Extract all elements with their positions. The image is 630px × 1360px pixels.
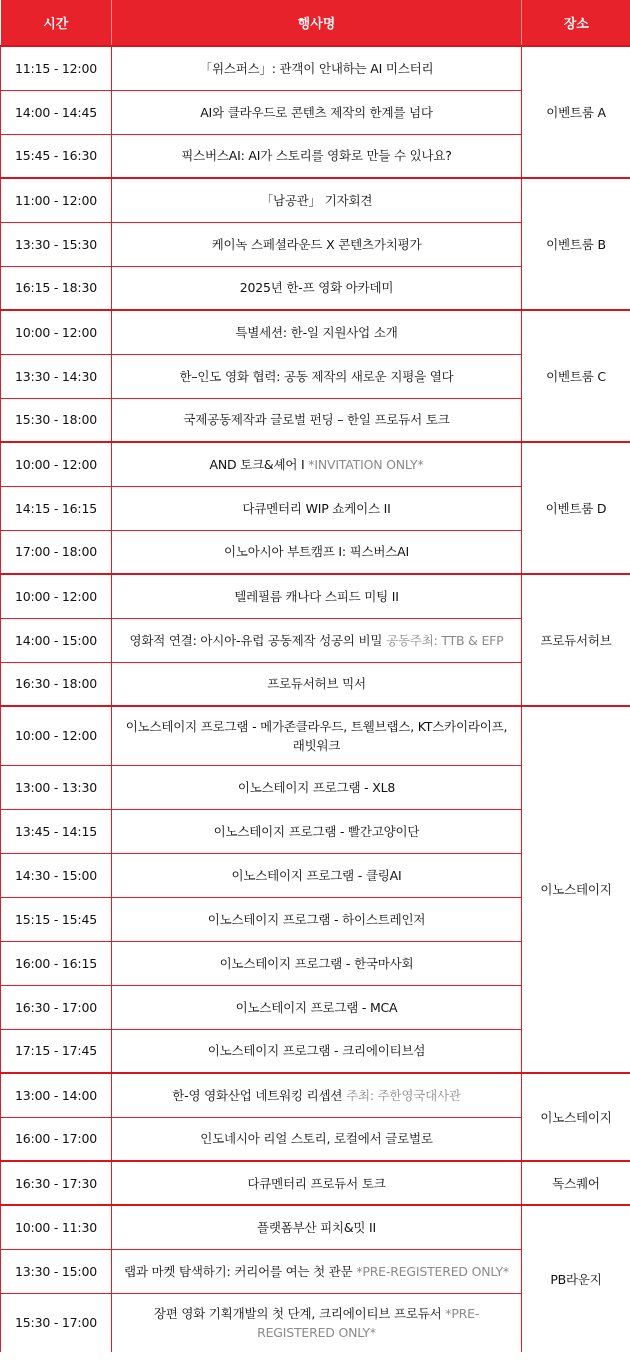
event-cell bbox=[112, 90, 522, 134]
event-title: 텔레필름 캐나다 스피드 미팅 II bbox=[234, 588, 399, 604]
event-title: 다큐멘터리 프로듀서 토크 bbox=[247, 1175, 386, 1191]
time-cell: 13:45 - 14:15 bbox=[1, 809, 112, 853]
time-cell: 10:00 - 12:00 bbox=[1, 442, 112, 486]
event-title: 랩과 마켓 탐색하기: 커리어를 여는 첫 관문 bbox=[124, 1263, 353, 1279]
event-title: 국제공동제작과 글로벌 펀딩 – 한일 프로듀서 토크 bbox=[183, 412, 450, 428]
event-title: AND 토크&셰어 I bbox=[209, 456, 305, 472]
event-cell bbox=[112, 1029, 522, 1073]
event-note: *PRE-REGISTERED ONLY* bbox=[257, 1305, 480, 1340]
event-cell bbox=[112, 134, 522, 178]
event-cell bbox=[112, 46, 522, 90]
event-cell bbox=[112, 178, 522, 222]
event-cell bbox=[112, 530, 522, 574]
time-cell: 11:00 - 12:00 bbox=[1, 178, 112, 222]
event-title: 이노스테이지 프로그램 - 크리에이티브섬 bbox=[207, 1043, 426, 1059]
event-title: 2025년 한-프 영화 아카데미 bbox=[239, 280, 394, 296]
table-row bbox=[1, 1205, 630, 1249]
time-cell: 13:30 - 15:00 bbox=[1, 1249, 112, 1293]
header-time: 시간 bbox=[1, 0, 112, 46]
event-cell bbox=[112, 442, 522, 486]
event-cell bbox=[112, 1117, 522, 1161]
header-venue: 장소 bbox=[522, 0, 630, 46]
event-cell bbox=[112, 1249, 522, 1293]
event-note: 공동주최: TTB & EFP bbox=[386, 632, 504, 648]
event-cell bbox=[112, 1293, 522, 1352]
event-cell bbox=[112, 985, 522, 1029]
event-title: 플랫폼부산 피치&밋 II bbox=[256, 1219, 377, 1235]
venue-cell: 이노스테이지 bbox=[522, 1073, 630, 1161]
event-cell bbox=[112, 809, 522, 853]
event-cell bbox=[112, 897, 522, 941]
event-title: 장편 영화 기획개발의 첫 단계, 크리에이티브 프로듀서 bbox=[153, 1305, 442, 1321]
time-cell: 16:30 - 17:30 bbox=[1, 1161, 112, 1205]
time-cell: 17:00 - 18:00 bbox=[1, 530, 112, 574]
event-cell bbox=[112, 266, 522, 310]
event-title: 이노스테이지 프로그램 - 클링AI bbox=[231, 867, 402, 883]
time-cell: 16:30 - 18:00 bbox=[1, 662, 112, 706]
venue-cell: 이벤트룸 A bbox=[522, 46, 630, 178]
event-title: 이노스테이지 프로그램 - 한국마사회 bbox=[219, 955, 414, 971]
venue-cell: 이벤트룸 D bbox=[522, 442, 630, 574]
time-cell: 14:00 - 15:00 bbox=[1, 618, 112, 662]
time-cell: 14:30 - 15:00 bbox=[1, 853, 112, 897]
venue-cell: 이벤트룸 C bbox=[522, 310, 630, 442]
venue-cell: PB라운지 bbox=[522, 1205, 630, 1352]
time-cell: 10:00 - 12:00 bbox=[1, 310, 112, 354]
event-cell bbox=[112, 706, 522, 765]
event-title: AI와 클라우드로 콘텐츠 제작의 한계를 넘다 bbox=[200, 104, 433, 120]
time-cell: 15:30 - 18:00 bbox=[1, 398, 112, 442]
event-title: 이노스테이지 프로그램 - XL8 bbox=[237, 779, 396, 795]
event-cell bbox=[112, 1161, 522, 1205]
event-title: 이노스테이지 프로그램 - MCA bbox=[235, 999, 398, 1015]
time-cell: 17:15 - 17:45 bbox=[1, 1029, 112, 1073]
event-cell bbox=[112, 618, 522, 662]
table-row bbox=[1, 442, 630, 486]
venue-cell: 이노스테이지 bbox=[522, 706, 630, 1073]
event-title: 「위스퍼스」: 관객이 안내하는 AI 미스터리 bbox=[199, 60, 434, 76]
event-cell bbox=[112, 310, 522, 354]
time-cell: 16:30 - 17:00 bbox=[1, 985, 112, 1029]
time-cell: 14:00 - 14:45 bbox=[1, 90, 112, 134]
time-cell: 16:00 - 17:00 bbox=[1, 1117, 112, 1161]
table-row bbox=[1, 706, 630, 765]
table-row bbox=[1, 178, 630, 222]
event-title: 한–인도 영화 협력: 공동 제작의 새로운 지평을 열다 bbox=[179, 368, 454, 384]
event-note: *INVITATION ONLY* bbox=[308, 456, 424, 472]
time-cell: 10:00 - 11:30 bbox=[1, 1205, 112, 1249]
table-row bbox=[1, 1073, 630, 1117]
event-cell bbox=[112, 765, 522, 809]
event-cell bbox=[112, 1073, 522, 1117]
venue-cell: 독스퀘어 bbox=[522, 1161, 630, 1205]
time-cell: 16:15 - 18:30 bbox=[1, 266, 112, 310]
time-cell: 15:30 - 17:00 bbox=[1, 1293, 112, 1352]
header-row bbox=[1, 0, 630, 46]
event-title: 이노스테이지 프로그램 - 메가존클라우드, 트웰브랩스, KT스카이라이프, 래빗워크 bbox=[125, 718, 508, 753]
time-cell: 13:00 - 14:00 bbox=[1, 1073, 112, 1117]
header-event: 행사명 bbox=[112, 0, 522, 46]
time-cell: 15:45 - 16:30 bbox=[1, 134, 112, 178]
table-row bbox=[1, 310, 630, 354]
time-cell: 13:30 - 14:30 bbox=[1, 354, 112, 398]
event-cell bbox=[112, 354, 522, 398]
event-cell bbox=[112, 853, 522, 897]
event-title: 케이녹 스페셜라운드 X 콘텐츠가치평가 bbox=[211, 236, 422, 252]
event-title: 픽스버스AI: AI가 스토리를 영화로 만들 수 있나요? bbox=[181, 148, 452, 164]
event-title: 이노스테이지 프로그램 - 하이스트레인저 bbox=[207, 911, 426, 927]
event-cell bbox=[112, 574, 522, 618]
event-cell bbox=[112, 1205, 522, 1249]
venue-cell: 프로듀서허브 bbox=[522, 574, 630, 706]
event-title: 프로듀서허브 믹서 bbox=[267, 676, 366, 692]
event-cell bbox=[112, 486, 522, 530]
table-row bbox=[1, 46, 630, 90]
event-title: 다큐멘터리 WIP 쇼케이스 II bbox=[242, 500, 391, 516]
time-cell: 10:00 - 12:00 bbox=[1, 706, 112, 765]
event-cell bbox=[112, 398, 522, 442]
time-cell: 16:00 - 16:15 bbox=[1, 941, 112, 985]
event-cell bbox=[112, 222, 522, 266]
event-title: 이노스테이지 프로그램 - 빨간고양이단 bbox=[213, 823, 420, 839]
event-cell bbox=[112, 662, 522, 706]
time-cell: 15:15 - 15:45 bbox=[1, 897, 112, 941]
event-note: *PRE-REGISTERED ONLY* bbox=[356, 1263, 509, 1279]
event-title: 이노아시아 부트캠프 I: 픽스버스AI bbox=[223, 544, 410, 560]
event-title: 특별세션: 한-일 지원사업 소개 bbox=[235, 324, 398, 340]
event-title: 한-영 영화산업 네트워킹 리셉션 bbox=[172, 1087, 343, 1103]
event-cell bbox=[112, 941, 522, 985]
event-note: 주최: 주한영국대사관 bbox=[346, 1087, 461, 1103]
time-cell: 11:15 - 12:00 bbox=[1, 46, 112, 90]
venue-cell: 이벤트룸 B bbox=[522, 178, 630, 310]
time-cell: 14:15 - 16:15 bbox=[1, 486, 112, 530]
event-title: 「남공관」 기자회견 bbox=[260, 192, 373, 208]
time-cell: 10:00 - 12:00 bbox=[1, 574, 112, 618]
event-title: 영화적 연결: 아시아-유럽 공동제작 성공의 비밀 bbox=[129, 632, 383, 648]
table-row bbox=[1, 1161, 630, 1205]
table-row bbox=[1, 574, 630, 618]
time-cell: 13:00 - 13:30 bbox=[1, 765, 112, 809]
schedule-body bbox=[1, 46, 630, 1352]
time-cell: 13:30 - 15:30 bbox=[1, 222, 112, 266]
event-title: 인도네시아 리얼 스토리, 로컬에서 글로벌로 bbox=[200, 1131, 433, 1147]
